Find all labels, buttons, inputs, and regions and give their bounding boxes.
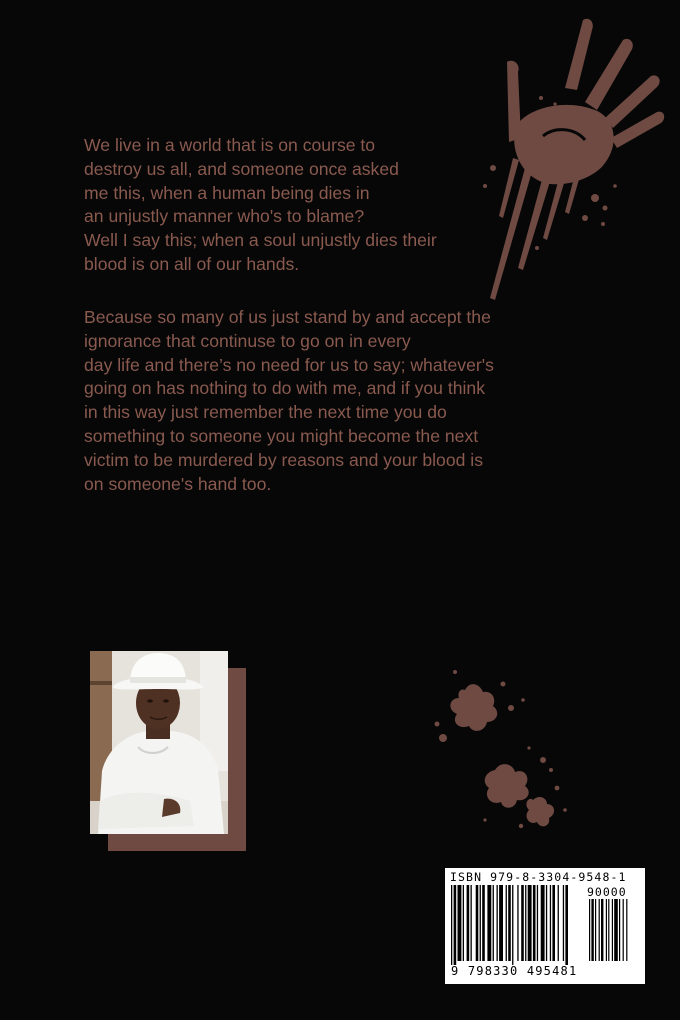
barcode-bar <box>467 885 470 961</box>
barcode-bar <box>565 885 568 965</box>
barcode-addon-bar <box>599 899 600 961</box>
barcode-bar <box>558 885 559 961</box>
blurb-line: Well I say this; when a soul unjustly dies their <box>84 230 437 251</box>
blurb-line: victim to be murdered by reasons and your blood is <box>84 449 483 470</box>
blurb-line: We live in a world that is on course to <box>84 135 376 155</box>
barcode-addon-bar <box>589 899 590 961</box>
barcode-bar <box>552 885 555 961</box>
barcode-bar <box>563 885 564 961</box>
barcode-bar <box>451 885 452 965</box>
barcode-bar <box>493 885 494 961</box>
barcode-bar <box>546 885 547 961</box>
barcode-bar <box>497 885 498 961</box>
blurb-line: Because so many of us just stand by and accept the <box>84 307 491 327</box>
barcode-addon-bar <box>595 899 596 961</box>
author-photo <box>90 651 228 834</box>
barcode-bar <box>487 885 491 961</box>
barcode-addon-bar <box>608 899 609 961</box>
barcode-bar <box>533 885 536 961</box>
blurb-line: on someone's hand too. <box>84 473 272 494</box>
barcode-digits: 9 798330 495481 <box>451 964 578 978</box>
barcode-bar <box>506 885 507 961</box>
barcode-addon-bar <box>619 899 620 961</box>
barcode-bar <box>521 885 524 961</box>
author-photo-frame <box>90 651 246 851</box>
barcode-addon-bar <box>614 899 618 961</box>
isbn-barcode <box>445 868 645 984</box>
barcode-bar <box>525 885 526 961</box>
barcode-bar <box>458 885 462 961</box>
blurb-line: blood is on all of our hands. <box>84 253 300 274</box>
blurb-line: me this, when a human being dies in <box>84 182 370 203</box>
barcode-bar <box>550 885 551 961</box>
barcode-addon-bar <box>591 899 593 961</box>
blurb-line: destroy us all, and someone once asked <box>84 158 399 179</box>
barcode-bar <box>512 885 513 965</box>
blurb-line: day life and there’s no need for us to say; whatever's <box>84 354 494 375</box>
barcode-bar <box>471 885 472 961</box>
barcode-bar <box>528 885 532 961</box>
blurb-line: an unjustly manner who's to blame? <box>84 206 365 227</box>
blurb-paragraph-2 <box>84 306 584 496</box>
barcode-bar <box>476 885 479 961</box>
blurb-line: in this way just remember the next time you do <box>84 402 447 423</box>
barcode-bar <box>463 885 464 961</box>
isbn-label: ISBN 979-8-3304-9548-1 <box>450 870 627 884</box>
barcode-addon-digits: 90000 <box>587 885 627 899</box>
barcode-addon-bar <box>626 899 627 961</box>
barcode-bar <box>517 885 518 961</box>
barcode-bar <box>454 885 457 965</box>
barcode-addon-bar <box>623 899 624 961</box>
barcode-addon-bar <box>612 899 613 961</box>
barcode-bar <box>482 885 485 961</box>
barcode-bar <box>541 885 545 961</box>
blurb-line: something to someone you might become the next <box>84 425 479 446</box>
barcode-bar <box>537 885 538 961</box>
barcode-bar <box>499 885 503 961</box>
bloody-handprint-icon <box>455 18 670 308</box>
blood-splatter-icon <box>425 660 585 840</box>
author-portrait-image <box>90 651 228 834</box>
barcode-addon-bar <box>601 899 603 961</box>
barcode-addon-bar <box>606 899 607 961</box>
barcode-bar <box>480 885 481 961</box>
blurb-line: ignorance that continuse to go on in every <box>84 330 411 351</box>
barcode-bar <box>508 885 511 961</box>
blurb-line: going on has nothing to do with me, and if you think <box>84 378 486 399</box>
